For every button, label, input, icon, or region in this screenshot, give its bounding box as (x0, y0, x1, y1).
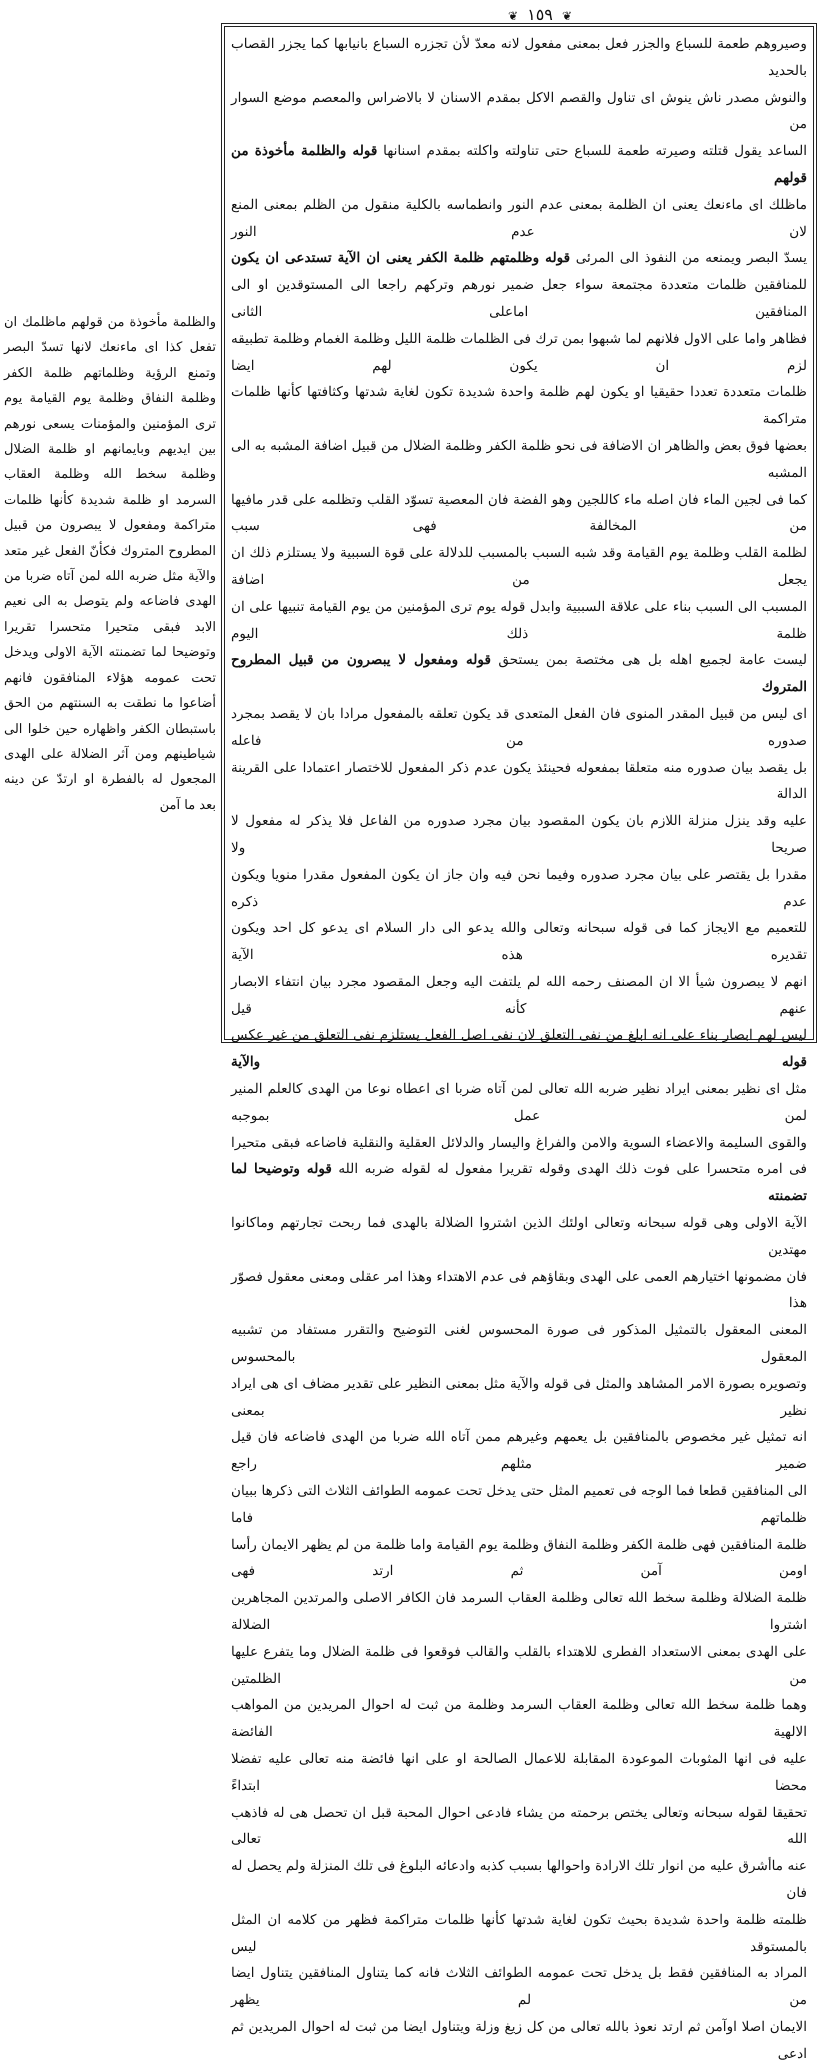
margin-note: والظلمة مأخوذة من قولهم ماظلمك ان تفعل كذا اى ماءنعك لانها تسدّ البصر وتمنع الرؤية وظلماتهم ظلمة الكفر وظلمة النفاق وظلمة يوم القيامة يوم ترى المؤمنين والمؤمنات يسعى نورهم بين ايديهم وبايمانهم او ظلمة الضلال وظلمة سخط الله وظلمة العقاب السرمد او ظلمة شديدة كأنها ظلمات متراكمة ومفعول لا يبصرون من قبيل المطروح المتروك فكأنّ الفعل غير متعد والآية مثل ضربه الله لمن آتاه ضربا من الهدى فاضاعه ولم يتوصل به الى نعيم الابد فبقى متحيرا متحسرا تقريرا وتوضيحا لما تضمنته الآية الاولى ويدخل تحت عمومه هؤلاء المنافقون فانهم أضاعوا ما نطقت به السنتهم من الحق باستبطان الكفر واظهاره حين خلوا الى شياطينهم ومن آثر الضلالة على الهدى المجعول له بالفطرة او ارتدّ عن دينه بعد ما آمن (4, 315, 216, 813)
ornament-right-icon: ❦ (561, 9, 573, 23)
main-line-36: عنه ماأشرق عليه من انوار تلك الارادة واحوالها بسبب كذبه وادعائه البلوغ فى تلك المنزلة ولم يحصل له فان (231, 1858, 807, 1901)
main-line-14: اى ليس من قبيل المقدر المنوى فان الفعل المتعدى قد يكون تعلقه بالمفعول مرادا بان لا يقصد بمجرد صدوره من فاعله (231, 705, 807, 749)
main-line-35: تحقيقا لقوله سبحانه وتعالى يختص برحمته من يشاء فادعى احوال المحبة قبل ان تحصل هى له فاذهب الله تعالى (231, 1804, 807, 1848)
main-line-26: المعنى المعقول بالتمثيل المذكور فى صورة المحسوس لغنى التوضيح والتقرر مستفاد من تشبيه المعقول بالمحسوس (231, 1322, 807, 1366)
keyword-4: قوله والآية (231, 1054, 807, 1071)
main-line-6: للمنافقين ظلمات متعددة مجتمعة سواء جعل ضمير نورهم وتركهم راجعا الى المستوقدين او الى المنافقين اماعلى الثانى (231, 277, 807, 320)
main-line-5: يسدّ البصر ويمنعه من النفوذ الى المرئى قوله وظلمتهم ظلمة الكفر يعنى ان الآية تستدعى ان يكون (231, 250, 807, 267)
main-line-4: ماظلك اى ماءنعك يعنى ان الظلمة بمعنى عدم النور وانطماسه بالكلية منقول من الظلم بمعنى المنع لان عدم النور (231, 196, 807, 240)
main-line-9: بعضها فوق بعض والظاهر ان الاضافة فى نحو ظلمة الكفر وظلمة الضلال من قبيل اضافة المشبه به الى المشبه (231, 437, 807, 481)
main-line-2: والنوش مصدر ناش ينوش اى تناول والقصم الاكل بمقدم الاسنان لا بالاضراس والمعصم موضع السوار من (231, 89, 807, 133)
main-line-21: مثل اى نظير بمعنى ايراد نظير ضربه الله تعالى لمن آتاه ضربا اى اعطاه نوعا من الهدى كالعلم المنير لمن عمل بموجبه (231, 1081, 807, 1124)
main-line-28: انه تمثيل غير مخصوص بالمنافقين بل يعمهم وغيرهم ممن آتاه الله ضربا من الهدى فاضاعه فان قيل ضمير مثلهم راجع (231, 1429, 807, 1473)
main-line-13: ليست عامة لجميع اهله بل هى مختصة بمن يستحق قوله ومفعول لا يبصرون من قبيل المطروح المتروك (231, 652, 807, 696)
ornament-left-icon: ❦ (507, 9, 519, 23)
main-line-10: كما فى لجين الماء فان اصله ماء كاللجين وهو الفضة فان المعصية تسوّد القلب وتظلمه على قدر مافيها من المخالفة فهى سبب (231, 491, 807, 535)
main-line-30: ظلمة المنافقين فهى ظلمة الكفر وظلمة النفاق وظلمة يوم القيامة واما ظلمة من لم يظهر الايمان رأسا اومن آمن ثم ارتد فهى (231, 1536, 807, 1580)
keyword-5: قوله وتوضيحا لما تضمنته (231, 1161, 807, 1205)
keyword-3: قوله ومفعول لا يبصرون من قبيل المطروح المتروك (231, 652, 807, 696)
main-line-8: ظلمات متعددة تعددا حقيقيا او يكون لهم ظلمة واحدة شديدة تكون لغاية شدتها وكثافتها كأنها ظلمات متراكمة (231, 384, 807, 428)
main-line-20: ليس لهم ابصار بناء على انه ابلغ من نفى التعلق لان نفى اصل الفعل يستلزم نفى التعلق من غير عكس قوله والآية (231, 1027, 807, 1071)
page-number-text: ١٥٩ (527, 5, 553, 24)
main-line-34: عليه فى انها المثوبات الموعودة المقابلة للاعمال الصالحة او على انها فائضة منه تعالى عليه تفضلا محضا ابتداءً (231, 1751, 807, 1794)
main-line-31: ظلمة الضلالة وظلمة سخط الله تعالى وظلمة العقاب السرمد فان الكافر الاصلى والمرتدين المجاهرين اشتروا الضلالة (231, 1590, 807, 1634)
main-line-7: فظاهر واما على الاول فلانهم لما شبهوا بمن ترك فى الظلمات ظلمة الليل وظلمة الغمام وظلمة تطبيقه لزم ان يكون لهم ايضا (231, 330, 807, 374)
main-line-11: لظلمة القلب وظلمة يوم القيامة وقد شبه السبب بالمسبب للدلالة على قوة السببية ولا يستلزم ذلك ان يجعل من اضافة (231, 545, 807, 588)
main-line-27: وتصويره بصورة الامر المشاهد والمثل فى قوله والآية مثل بمعنى النظير على تقدير مضاف اى هى ايراد نظير بمعنى (231, 1375, 807, 1419)
main-line-15: بل يقصد بيان صدوره منه متعلقا بمفعوله فحينئذ يكون عدم ذكر المفعول للاختصار اعتمادا على القرينة الدالة (231, 759, 807, 803)
main-line-23: فى امره متحسرا على فوت ذلك الهدى وقوله تقريرا مفعول له لقوله ضربه الله قوله وتوضيحا لما تضمنته (231, 1161, 807, 1205)
main-line-32: على الهدى بمعنى الاستعداد الفطرى للاهتداء بالقلب والقالب فوقعوا فى ظلمة الضلال وما يتفرع عليها من الظلمتين (231, 1643, 807, 1687)
main-line-25: فان مضمونها اختيارهم العمى على الهدى وبقاؤهم فى عدم الاهتداء وهذا امر عقلى ومعنى معقول فصوّر هذا (231, 1268, 807, 1312)
main-line-37: ظلمته ظلمة واحدة شديدة بحيث تكون لغاية شدتها كأنها ظلمات متراكمة فظهر من كلامه ان المثل بالمستوقد ليس (231, 1911, 807, 1955)
main-line-29: الى المنافقين قطعا فما الوجه فى تعميم المثل حتى يدخل تحت عمومه الطوائف الثلاث التى ذكرها ببيان ظلماتهم فاما (231, 1483, 807, 1526)
main-line-38: المراد به المنافقين فقط بل يدخل تحت عمومه الطوائف الثلاث فانه كما يتناول المنافقين يتناول ايضا من لم يظهر (231, 1965, 807, 2009)
keyword-2: قوله وظلمتهم ظلمة الكفر يعنى ان الآية تستدعى ان يكون (231, 250, 571, 267)
main-line-22: والقوى السليمة والاعضاء السوية والامن والفراغ واليسار والدلائل العقلية والنقلية فاضاعه فبقى متحيرا (231, 1134, 807, 1151)
main-line-1: وصيروهم طعمة للسباع والجزر فعل بمعنى مفعول لانه معدّ لأن تجزره السباع بانيابها كما يجزر القصاب بالحديد (231, 36, 807, 79)
main-line-19: انهم لا يبصرون شيأ الا ان المصنف رحمه الله لم يلتفت اليه وجعل المقصود مجرد بيان انتفاء الابصار عنهم كأنه قيل (231, 973, 807, 1017)
main-text-frame (224, 26, 814, 2062)
main-line-12: المسبب الى السبب بناء على علاقة السببية وابدل قوله يوم ترى المؤمنين من يوم القيامة تنبيها على ان ظلمة ذلك اليوم (231, 598, 807, 642)
main-text-body (231, 31, 807, 2062)
main-line-16: عليه وقد ينزل منزلة اللازم بان يكون المقصود بيان مجرد صدوره من الفاعل فلا يذكر له مفعول لا صريحا ولا (231, 813, 807, 856)
main-line-33: وهما ظلمة سخط الله تعالى وظلمة العقاب السرمد وظلمة من ثبت له احوال المريدين من المواهب الالهية الفائضة (231, 1697, 807, 1741)
main-line-24: الآية الاولى وهى قوله سبحانه وتعالى اولئك الذين اشتروا الضلالة بالهدى فما ربحت تجارتهم وماكانوا مهتدين (231, 1215, 807, 1258)
main-line-3: الساعد يقول قتلته وصيرته طعمة للسباع حتى تناولته واكلته بمقدم اسنانها قوله والظلمة مأخوذة من قولهم (231, 143, 807, 186)
main-line-17: مقدرا بل يقتصر على بيان مجرد صدوره وفيما نحن فيه وان جاز ان يكون المفعول مقدرا منويا ويكون عدم ذكره (231, 866, 807, 910)
main-line-18: للتعميم مع الايجاز كما فى قوله سبحانه وتعالى والله يدعو الى دار السلام اى يدعو كل احد ويكون تقديره هذه الآية (231, 920, 807, 964)
page-number (440, 6, 640, 25)
keyword-1: قوله والظلمة مأخوذة من قولهم (231, 143, 807, 186)
main-line-39: الايمان اصلا اوآمن ثم ارتد نعوذ بالله تعالى من كل زيغ وزلة ويتناول ايضا من ثبت له احوال المريدين ثم ادعى (231, 2018, 807, 2062)
